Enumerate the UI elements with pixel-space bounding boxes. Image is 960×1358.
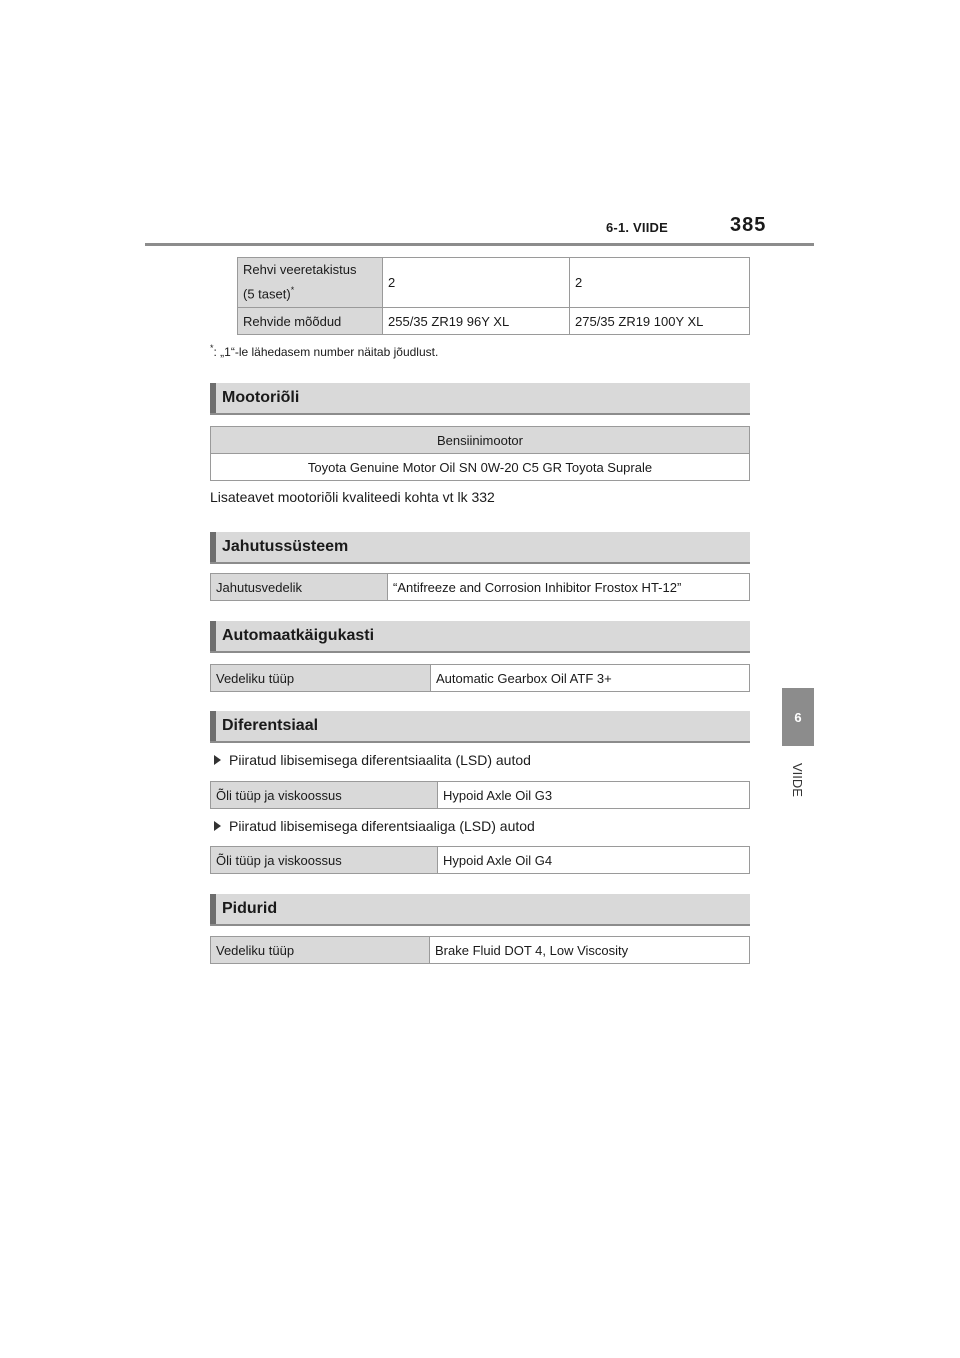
brake-fluid-value: Brake Fluid DOT 4, Low Viscosity: [430, 937, 750, 964]
differential-table-1: [210, 781, 750, 809]
section-transmission: [210, 621, 750, 653]
tire-table: [237, 257, 750, 335]
engine-oil-table: [210, 426, 750, 481]
coolant-value: “Antifreeze and Corrosion Inhibitor Frostox HT-12”: [388, 574, 750, 601]
bullet-triangle-icon: [214, 755, 221, 765]
diff-oil-value: Hypoid Axle Oil G4: [438, 847, 750, 874]
table-row: [211, 427, 750, 454]
transmission-fluid-label: Vedeliku tüüp: [211, 665, 431, 692]
table-row: [211, 574, 750, 601]
bullet-lsd: [214, 818, 535, 834]
transmission-fluid-value: Automatic Gearbox Oil ATF 3+: [431, 665, 750, 692]
coolant-label: Jahutusvedelik: [211, 574, 388, 601]
footnote-mark: *: [290, 285, 295, 296]
diff-oil-label: Õli tüüp ja viskoossus: [211, 847, 438, 874]
section-heading: Pidurid: [222, 900, 278, 917]
footnote-text: : „1“-le lähedasem number näitab jõudlust.: [213, 345, 439, 359]
differential-table-2: [210, 846, 750, 874]
transmission-table: [210, 664, 750, 692]
bullet-triangle-icon: [214, 821, 221, 831]
tire-size-label: Rehvide mõõdud: [238, 308, 383, 335]
section-bar: [210, 383, 216, 413]
table-row: [211, 454, 750, 481]
engine-oil-note: Lisateavet mootoriõli kvaliteedi kohta vt lk 332: [210, 489, 495, 505]
section-bar: [210, 711, 216, 741]
table-row: [211, 937, 750, 964]
table-row: [211, 782, 750, 809]
tire-resistance-label-line1: Rehvi veeretakistus: [243, 262, 357, 278]
tire-resistance-rear: 2: [570, 258, 750, 308]
section-bar: [210, 532, 216, 562]
tire-size-rear: 275/35 ZR19 100Y XL: [570, 308, 750, 335]
tire-resistance-label: [238, 258, 383, 308]
section-heading: Mootoriõli: [222, 389, 300, 406]
section-heading: Diferentsiaal: [222, 717, 319, 734]
engine-oil-value: Toyota Genuine Motor Oil SN 0W-20 C5 GR Toyota Suprale: [211, 454, 750, 481]
diff-oil-label: Õli tüüp ja viskoossus: [211, 782, 438, 809]
footnote: [210, 343, 438, 359]
footnote-mark: *: [210, 343, 214, 353]
page-number: 385: [730, 214, 767, 236]
bullet-text: Piiratud libisemisega diferentsiaaliga (LSD) autod: [229, 818, 535, 834]
section-cooling: [210, 532, 750, 564]
brake-fluid-label: Vedeliku tüüp: [211, 937, 430, 964]
table-row: [211, 847, 750, 874]
section-title: 6-1. VIIDE: [606, 220, 668, 235]
section-bar: [210, 621, 216, 651]
bullet-text: Piiratud libisemisega diferentsiaalita (LSD) autod: [229, 752, 531, 768]
chapter-label: VIIDE: [790, 763, 806, 797]
section-heading: Automaatkäigukasti: [222, 627, 375, 644]
engine-type-header: Bensiinimootor: [211, 427, 750, 454]
brakes-table: [210, 936, 750, 964]
tire-size-front: 255/35 ZR19 96Y XL: [383, 308, 570, 335]
section-heading: Jahutussüsteem: [222, 538, 349, 555]
chapter-tab: 6: [782, 688, 814, 746]
bullet-non-lsd: [214, 752, 531, 768]
section-bar: [210, 894, 216, 924]
table-row: [238, 308, 750, 335]
header-rule: [145, 243, 814, 246]
table-row: [211, 665, 750, 692]
tire-resistance-label-line2: (5 taset): [243, 286, 291, 302]
section-differential: [210, 711, 750, 743]
cooling-table: [210, 573, 750, 601]
section-engine-oil: [210, 383, 750, 415]
tire-resistance-front: 2: [383, 258, 570, 308]
table-row: [238, 258, 750, 308]
section-brakes: [210, 894, 750, 926]
diff-oil-value: Hypoid Axle Oil G3: [438, 782, 750, 809]
